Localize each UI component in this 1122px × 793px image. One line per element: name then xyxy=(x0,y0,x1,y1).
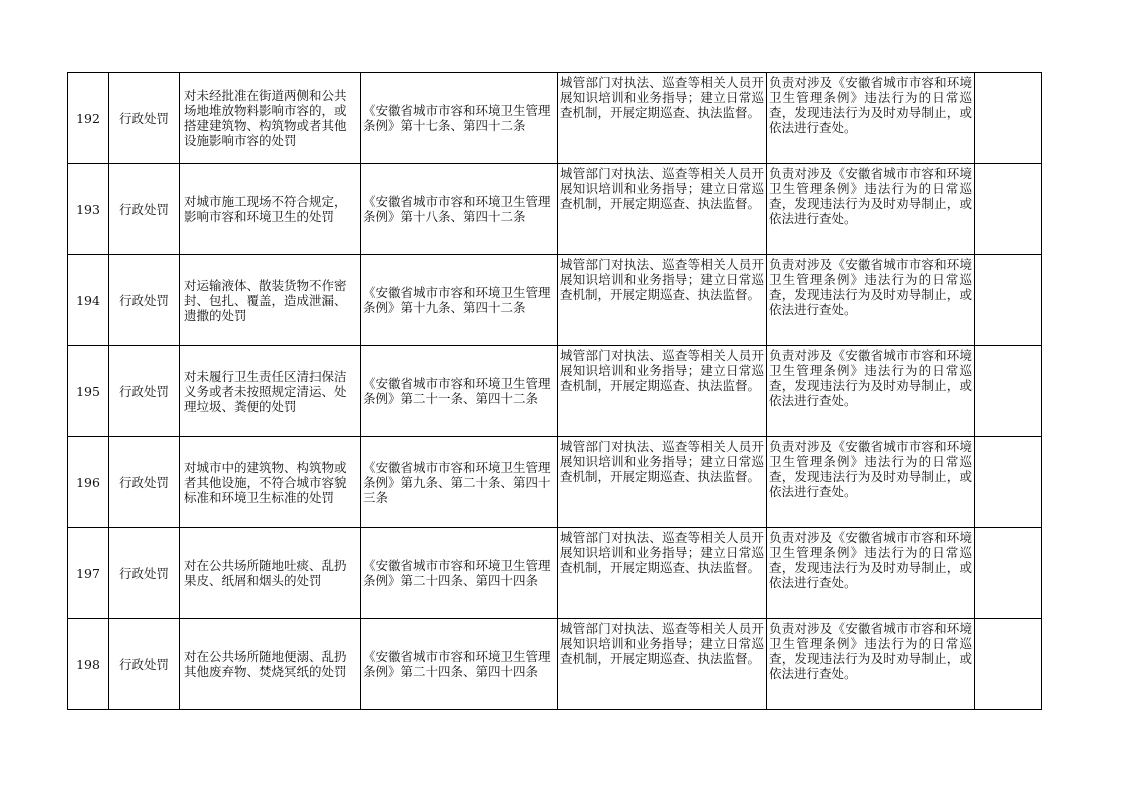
penalty-item-text: 对城市中的建筑物、构筑物或者其他设施，不符合城市容貌标准和环境卫生标准的处罚 xyxy=(184,459,347,505)
responsibility-text: 负责对涉及《安徽省城市市容和环境卫生管理条例》违法行为的日常巡查，发现违法行为及时劝导制止，或依法进行查处。 xyxy=(769,439,972,499)
department-duty-text: 城管部门对执法、巡查等相关人员开展知识培训和业务指导；建立日常巡查机制，开展定期巡查、执法监督。 xyxy=(560,621,764,666)
penalty-item-text: 对在公共场所随地吐痰、乱扔果皮、纸屑和烟头的处罚 xyxy=(184,558,347,588)
penalty-item-text: 对未经批准在街道两侧和公共场地堆放物料影响市容的，或搭建建筑物、构筑物或者其他设施影响市容的处罚 xyxy=(184,88,347,148)
department-duty-cell xyxy=(558,164,767,255)
responsibility-text: 负责对涉及《安徽省城市市容和环境卫生管理条例》违法行为的日常巡查，发现违法行为及时劝导制止，或依法进行查处。 xyxy=(769,530,972,590)
row-number-text: 192 xyxy=(76,110,100,126)
responsibility-text: 负责对涉及《安徽省城市市容和环境卫生管理条例》违法行为的日常巡查，发现违法行为及时劝导制止，或依法进行查处。 xyxy=(769,621,972,681)
responsibility-text: 负责对涉及《安徽省城市市容和环境卫生管理条例》违法行为的日常巡查，发现违法行为及时劝导制止，或依法进行查处。 xyxy=(769,166,972,226)
penalty-type-text: 行政处罚 xyxy=(118,474,169,490)
department-duty-text: 城管部门对执法、巡查等相关人员开展知识培训和业务指导；建立日常巡查机制，开展定期巡查、执法监督。 xyxy=(560,348,764,393)
row-number-cell xyxy=(68,346,109,437)
row-number-cell xyxy=(68,437,109,528)
responsibility-cell xyxy=(767,164,975,255)
penalty-item-text: 对在公共场所随地便溺、乱扔其他废弃物、焚烧冥纸的处罚 xyxy=(184,649,347,679)
table-row xyxy=(68,437,1042,528)
penalty-item-text: 对运输液体、散装货物不作密封、包扎、覆盖，造成泄漏、遗撒的处罚 xyxy=(184,277,347,323)
table-body xyxy=(68,73,1042,710)
row-number-cell xyxy=(68,255,109,346)
table-row xyxy=(68,346,1042,437)
penalty-type-cell xyxy=(109,437,180,528)
remark-cell xyxy=(975,528,1042,619)
department-duty-text: 城管部门对执法、巡查等相关人员开展知识培训和业务指导；建立日常巡查机制，开展定期巡查、执法监督。 xyxy=(560,257,764,302)
responsibility-text: 负责对涉及《安徽省城市市容和环境卫生管理条例》违法行为的日常巡查，发现违法行为及时劝导制止，或依法进行查处。 xyxy=(769,75,972,135)
penalty-items-table xyxy=(67,72,1042,710)
table-row xyxy=(68,619,1042,710)
penalty-item-cell xyxy=(180,437,361,528)
penalty-type-text: 行政处罚 xyxy=(118,201,169,217)
penalty-type-text: 行政处罚 xyxy=(118,565,169,581)
penalty-type-text: 行政处罚 xyxy=(118,383,169,399)
department-duty-cell xyxy=(558,255,767,346)
table-row xyxy=(68,164,1042,255)
department-duty-text: 城管部门对执法、巡查等相关人员开展知识培训和业务指导；建立日常巡查机制，开展定期巡查、执法监督。 xyxy=(560,166,764,211)
legal-basis-text: 《安徽省城市市容和环境卫生管理条例》第二十四条、第四十四条 xyxy=(363,649,551,679)
remark-cell xyxy=(975,346,1042,437)
penalty-type-cell xyxy=(109,619,180,710)
legal-basis-cell xyxy=(361,437,558,528)
penalty-item-text: 对城市施工现场不符合规定，影响市容和环境卫生的处罚 xyxy=(184,194,347,224)
row-number-text: 195 xyxy=(76,383,100,399)
responsibility-cell xyxy=(767,73,975,164)
department-duty-cell xyxy=(558,73,767,164)
penalty-type-cell xyxy=(109,528,180,619)
penalty-type-cell xyxy=(109,73,180,164)
row-number-text: 193 xyxy=(76,201,100,217)
row-number-cell xyxy=(68,164,109,255)
penalty-type-text: 行政处罚 xyxy=(118,110,169,126)
penalty-type-cell xyxy=(109,164,180,255)
row-number-text: 196 xyxy=(76,474,100,490)
row-number-cell xyxy=(68,73,109,164)
responsibility-cell xyxy=(767,346,975,437)
penalty-type-text: 行政处罚 xyxy=(118,656,169,672)
responsibility-cell xyxy=(767,255,975,346)
responsibility-text: 负责对涉及《安徽省城市市容和环境卫生管理条例》违法行为的日常巡查，发现违法行为及时劝导制止，或依法进行查处。 xyxy=(769,348,972,408)
row-number-cell xyxy=(68,619,109,710)
legal-basis-text: 《安徽省城市市容和环境卫生管理条例》第二十四条、第四十四条 xyxy=(363,558,551,588)
legal-basis-cell xyxy=(361,255,558,346)
legal-basis-cell xyxy=(361,346,558,437)
row-number-cell xyxy=(68,528,109,619)
table-row xyxy=(68,528,1042,619)
legal-basis-text: 《安徽省城市市容和环境卫生管理条例》第十八条、第四十二条 xyxy=(363,194,551,224)
penalty-type-cell xyxy=(109,255,180,346)
remark-cell xyxy=(975,255,1042,346)
legal-basis-cell xyxy=(361,73,558,164)
responsibility-cell xyxy=(767,437,975,528)
department-duty-text: 城管部门对执法、巡查等相关人员开展知识培训和业务指导；建立日常巡查机制，开展定期巡查、执法监督。 xyxy=(560,439,764,484)
responsibility-text: 负责对涉及《安徽省城市市容和环境卫生管理条例》违法行为的日常巡查，发现违法行为及时劝导制止，或依法进行查处。 xyxy=(769,257,972,317)
department-duty-cell xyxy=(558,619,767,710)
legal-basis-cell xyxy=(361,164,558,255)
legal-basis-text: 《安徽省城市市容和环境卫生管理条例》第九条、第二十条、第四十三条 xyxy=(363,459,551,505)
row-number-text: 194 xyxy=(76,292,100,308)
table-row xyxy=(68,73,1042,164)
legal-basis-text: 《安徽省城市市容和环境卫生管理条例》第二十一条、第四十二条 xyxy=(363,376,551,406)
responsibility-cell xyxy=(767,619,975,710)
department-duty-text: 城管部门对执法、巡查等相关人员开展知识培训和业务指导；建立日常巡查机制，开展定期巡查、执法监督。 xyxy=(560,530,764,575)
department-duty-cell xyxy=(558,437,767,528)
penalty-item-cell xyxy=(180,528,361,619)
department-duty-cell xyxy=(558,528,767,619)
legal-basis-text: 《安徽省城市市容和环境卫生管理条例》第十九条、第四十二条 xyxy=(363,285,551,315)
department-duty-text: 城管部门对执法、巡查等相关人员开展知识培训和业务指导；建立日常巡查机制，开展定期巡查、执法监督。 xyxy=(560,75,764,120)
table-row xyxy=(68,255,1042,346)
remark-cell xyxy=(975,437,1042,528)
legal-basis-cell xyxy=(361,528,558,619)
legal-basis-text: 《安徽省城市市容和环境卫生管理条例》第十七条、第四十二条 xyxy=(363,103,551,133)
penalty-type-cell xyxy=(109,346,180,437)
penalty-item-cell xyxy=(180,164,361,255)
penalty-item-cell xyxy=(180,346,361,437)
remark-cell xyxy=(975,73,1042,164)
penalty-item-cell xyxy=(180,619,361,710)
row-number-text: 198 xyxy=(76,656,100,672)
department-duty-cell xyxy=(558,346,767,437)
penalty-item-cell xyxy=(180,73,361,164)
remark-cell xyxy=(975,164,1042,255)
row-number-text: 197 xyxy=(76,565,100,581)
penalty-item-text: 对未履行卫生责任区清扫保洁义务或者未按照规定清运、处理垃圾、粪便的处罚 xyxy=(184,368,347,414)
penalty-type-text: 行政处罚 xyxy=(118,292,169,308)
penalty-item-cell xyxy=(180,255,361,346)
legal-basis-cell xyxy=(361,619,558,710)
remark-cell xyxy=(975,619,1042,710)
responsibility-cell xyxy=(767,528,975,619)
